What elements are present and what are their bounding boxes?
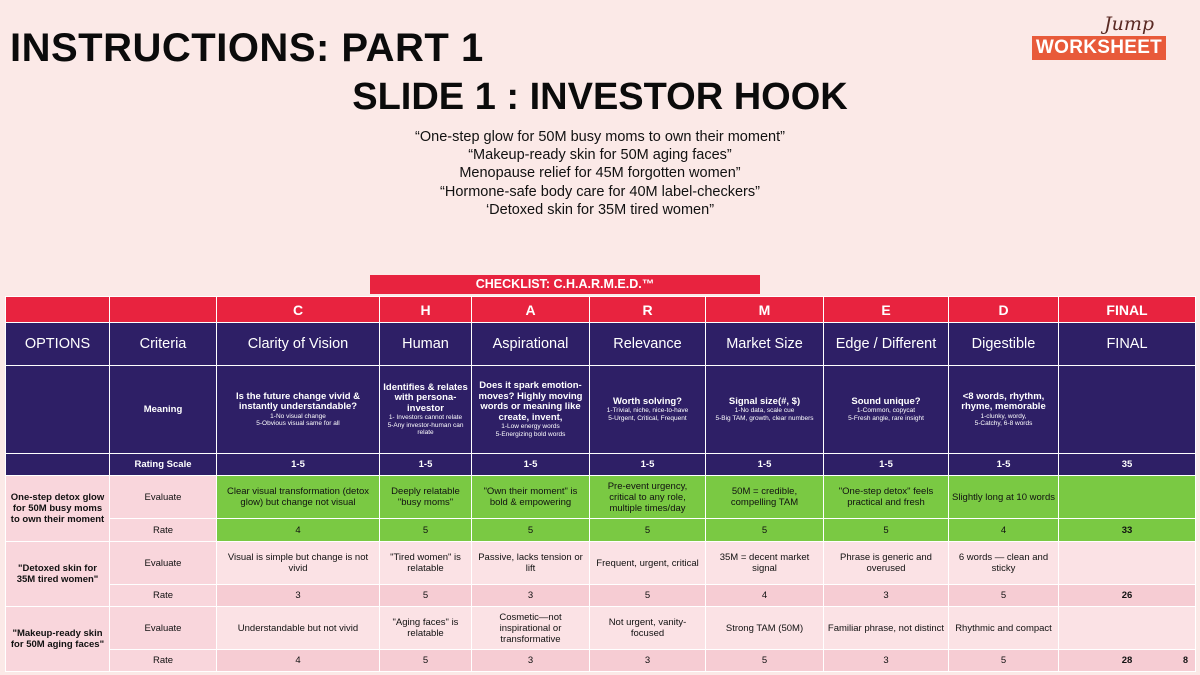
evaluate-cell: Strong TAM (50M) [706,607,824,650]
evaluate-cell: Passive, lacks tension or lift [472,542,590,585]
meaning-cell: Sound unique? 1-Common, copycat 5-Fresh angle, rare insight [824,366,949,454]
scale-cell: 1-5 [217,454,380,476]
letter-row [6,297,1196,323]
column-header: Edge / Different [824,323,949,366]
column-header: Clarity of Vision [217,323,380,366]
rate-cell: 3 [824,585,949,607]
rating-scale-row [6,454,1196,476]
letter-cell: M [706,297,824,323]
evaluate-cell: Cosmetic—not inspirational or transformative [472,607,590,650]
rate-cell: 5 [472,519,590,542]
worksheet-badge: WORKSHEET [1032,36,1166,60]
scale-cell: 1-5 [590,454,706,476]
final-score: 28 [1059,650,1196,672]
evaluate-cell: "Aging faces" is relatable [380,607,472,650]
rate-cell: 4 [217,650,380,672]
evaluate-cell: "Tired women" is relatable [380,542,472,585]
scale-cell: 1-5 [824,454,949,476]
quote-line: Menopause relief for 45M forgotten women” [459,165,741,182]
letter-cell: FINAL [1059,297,1196,323]
meaning-cell: Identifies & relates with persona-investor 1- Investors cannot relate 5-Any investor-human can relate [380,366,472,454]
evaluate-cell: Rhythmic and compact [949,607,1059,650]
option-name: "Makeup-ready skin for 50M aging faces" [6,607,110,672]
criteria-header: Criteria [110,323,217,366]
page-number: 8 [1182,655,1188,665]
evaluate-cell: Visual is simple but change is not vivid [217,542,380,585]
rate-cell: 4 [706,585,824,607]
letter-cell: C [217,297,380,323]
option-rate-row [6,519,1196,542]
meaning-cell: Is the future change vivid & instantly understandable? 1-No visual change 5-Obvious visual same for all [217,366,380,454]
evaluate-cell: Frequent, urgent, critical [590,542,706,585]
rate-cell: 3 [472,585,590,607]
meaning-label: Meaning [110,366,217,454]
evaluate-cell: Understandable but not vivid [217,607,380,650]
rate-cell: 3 [824,650,949,672]
letter-cell: D [949,297,1059,323]
final-score: 33 [1059,519,1196,542]
letter-cell: A [472,297,590,323]
option-name: One-step detox glow for 50M busy moms to own their moment [6,476,110,542]
rate-cell: 4 [217,519,380,542]
evaluate-cell: "Own their moment" is bold & empowering [472,476,590,519]
evaluate-cell: 6 words — clean and sticky [949,542,1059,585]
column-header: Digestible [949,323,1059,366]
slide-subtitle: SLIDE 1 : INVESTOR HOOK [352,76,848,118]
column-header: Aspirational [472,323,590,366]
option-evaluate-row [6,542,1196,585]
rate-cell: 3 [590,650,706,672]
rate-cell: 3 [217,585,380,607]
scale-cell: 1-5 [472,454,590,476]
quote-line: “Hormone-safe body care for 40M label-checkers” [440,183,760,200]
option-evaluate-row [6,607,1196,650]
rate-label: Rate [110,519,217,542]
rate-cell: 3 [472,650,590,672]
evaluate-label: Evaluate [110,542,217,585]
scale-cell: 1-5 [706,454,824,476]
evaluate-cell: Not urgent, vanity-focused [590,607,706,650]
rate-cell: 5 [380,585,472,607]
letter-cell: R [590,297,706,323]
rate-cell: 4 [949,519,1059,542]
evaluate-cell [1059,607,1196,650]
charmed-table [5,296,1196,672]
rate-cell: 5 [824,519,949,542]
final-score: 26 [1059,585,1196,607]
column-header: FINAL [1059,323,1196,366]
checklist-banner: CHECKLIST: C.H.A.R.M.E.D.™ [370,275,760,294]
option-name: "Detoxed skin for 35M tired women" [6,542,110,607]
column-header: Human [380,323,472,366]
rate-cell: 5 [590,519,706,542]
quote-line: “One-step glow for 50M busy moms to own their moment” [415,129,785,145]
quote-line: ‘Detoxed skin for 35M tired women” [485,201,715,218]
evaluate-cell: "One-step detox" feels practical and fresh [824,476,949,519]
meaning-cell: Does it spark emotion-moves? Highly moving words or meaning like create, invent, 1-Low energy words 5-Energizing bold words [472,366,590,454]
header-row [6,323,1196,366]
rating-scale-label: Rating Scale [110,454,217,476]
option-rate-row [6,585,1196,607]
rate-cell: 5 [380,519,472,542]
rate-cell: 5 [706,650,824,672]
meaning-cell: <8 words, rhythm, rhyme, memorable 1-clunky, wordy, 5-Catchy, 6-8 words [949,366,1059,454]
scale-cell: 1-5 [949,454,1059,476]
evaluate-cell [1059,476,1196,519]
meaning-cell: Worth solving? 1-Trivial, niche, nice-to-have 5-Urgent, Critical, Frequent [590,366,706,454]
rate-label: Rate [110,585,217,607]
hook-quotes [0,128,1200,219]
logo-brand: Jump [1103,13,1155,35]
rate-cell: 5 [949,585,1059,607]
evaluate-cell: Phrase is generic and overused [824,542,949,585]
column-header: Market Size [706,323,824,366]
options-header: OPTIONS [6,323,110,366]
evaluate-cell: Clear visual transformation (detox glow) but change not visual [217,476,380,519]
rate-label: Rate [110,650,217,672]
meaning-row [6,366,1196,454]
option-evaluate-row [6,476,1196,519]
evaluate-label: Evaluate [110,476,217,519]
evaluate-cell: 35M = decent market signal [706,542,824,585]
page-title: INSTRUCTIONS: PART 1 [10,26,484,70]
evaluate-label: Evaluate [110,607,217,650]
meaning-cell: Signal size(#, $) 1-No data, scale cue 5-Big TAM, growth, clear numbers [706,366,824,454]
column-header: Relevance [590,323,706,366]
letter-cell: E [824,297,949,323]
option-rate-row [6,650,1196,672]
evaluate-cell: Familiar phrase, not distinct [824,607,949,650]
letter-cell: H [380,297,472,323]
evaluate-cell: Deeply relatable "busy moms" [380,476,472,519]
evaluate-cell: 50M = credible, compelling TAM [706,476,824,519]
quote-line: “Makeup-ready skin for 50M aging faces” [468,147,732,164]
scale-cell: 35 [1059,454,1196,476]
evaluate-cell: Slightly long at 10 words [949,476,1059,519]
rate-cell: 5 [949,650,1059,672]
rate-cell: 5 [380,650,472,672]
evaluate-cell [1059,542,1196,585]
rate-cell: 5 [706,519,824,542]
rate-cell: 5 [590,585,706,607]
evaluate-cell: Pre-event urgency, critical to any role, multiple times/day [590,476,706,519]
scale-cell: 1-5 [380,454,472,476]
logo [1024,14,1174,60]
